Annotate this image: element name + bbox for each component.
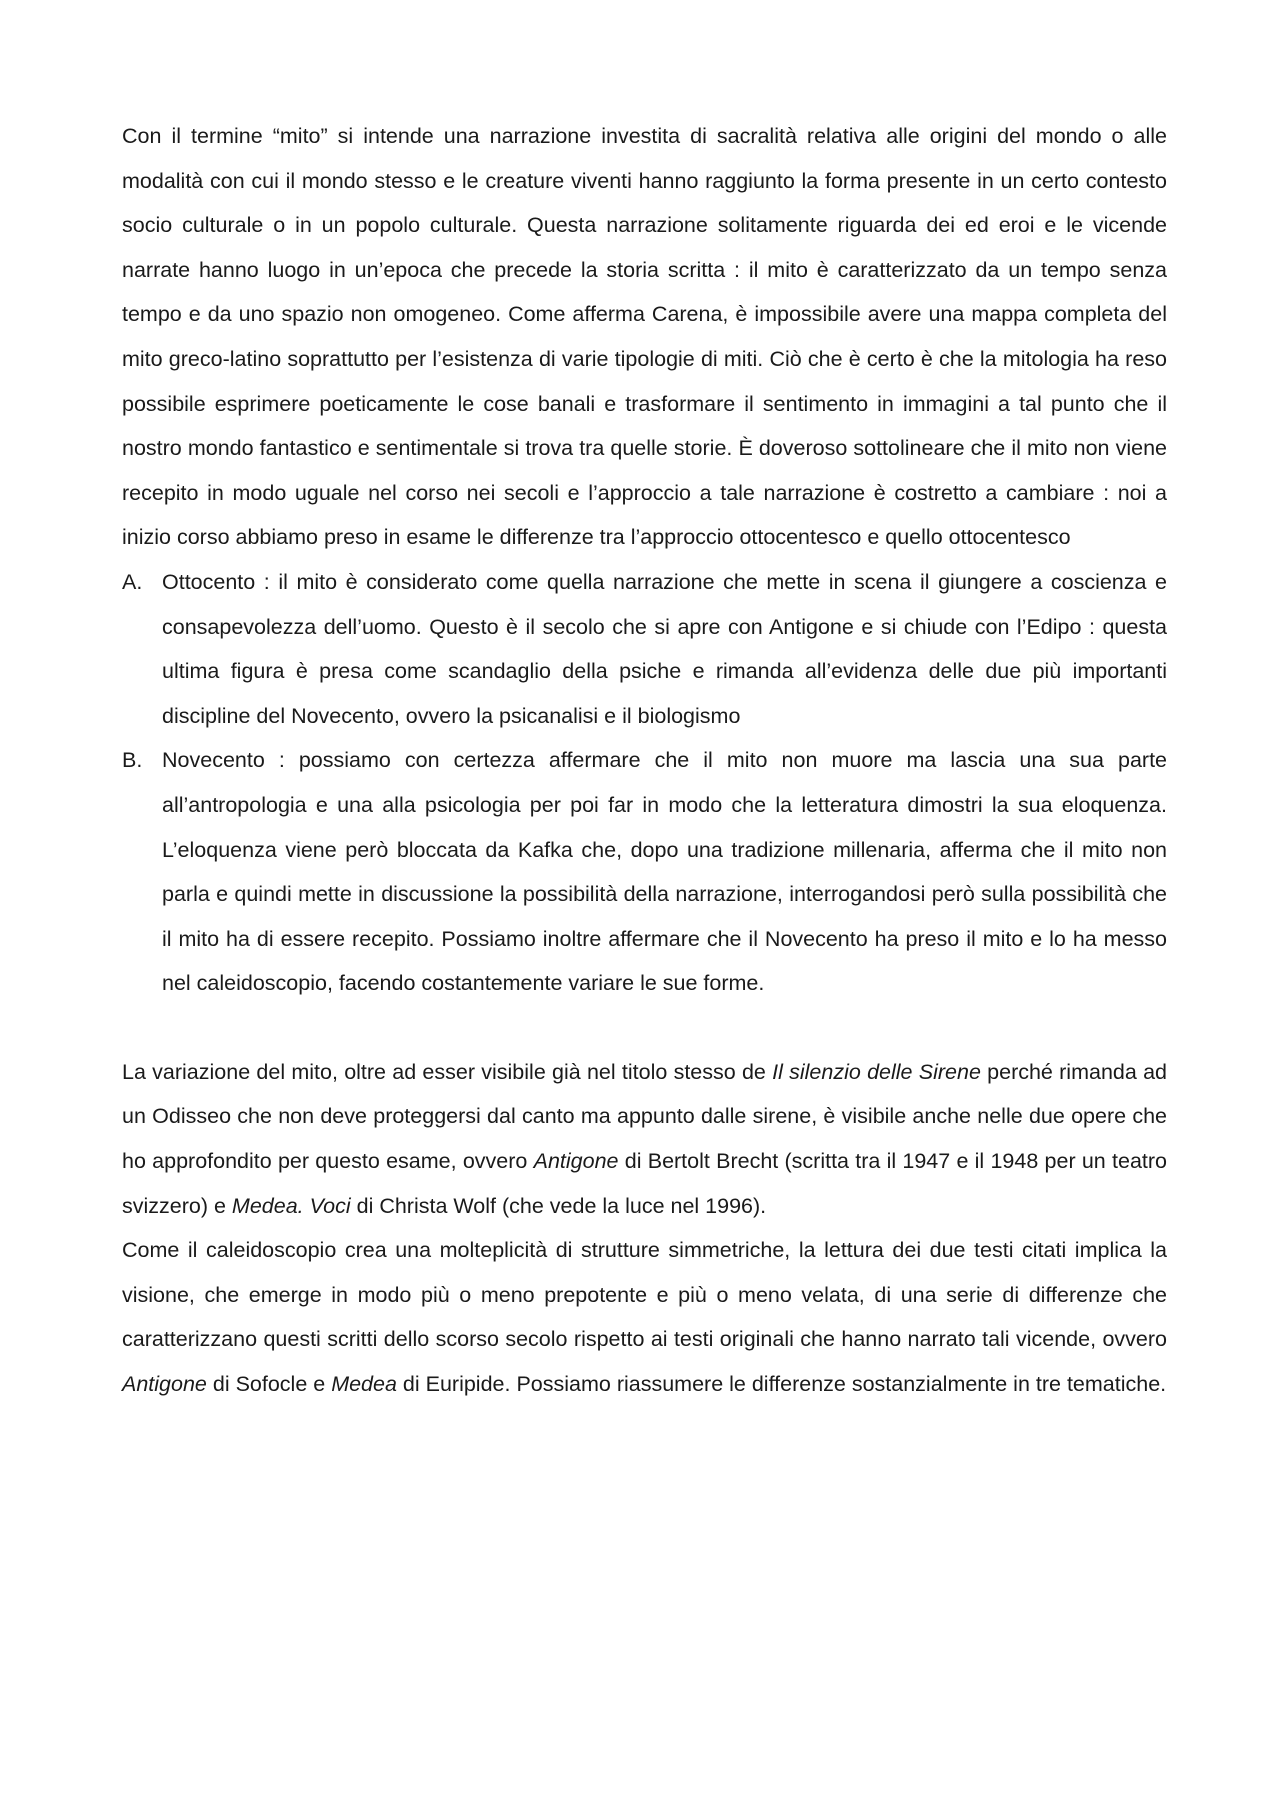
list-marker: A.	[122, 569, 143, 594]
document-page	[122, 114, 1167, 1407]
text-run: di Euripide. Possiamo riassumere le differenze sostanzialmente in tre tematiche.	[396, 1372, 1167, 1397]
title-antigone: Antigone	[122, 1372, 207, 1397]
kaleidoscope-paragraph	[122, 1228, 1167, 1406]
list-marker: B.	[122, 748, 143, 773]
list-item-novecento	[122, 738, 1167, 1006]
text-run: di Sofocle e	[206, 1372, 332, 1397]
list-item-text: Novecento : possiamo con certezza affermare che il mito non muore ma lascia una sua parte all’antropologia e una alla psicologia per poi far in modo che la letteratura dimostri la sua eloquenza. L’eloquenza viene però bloccata da Kafka che, dopo una tradizione millenaria, afferma che il mito non parla e quindi mette in discussione la possibilità della narrazione, interrogandosi però sulla possibilità che il mito ha di essere recepito. Possiamo inoltre affermare che il Novecento ha preso il mito e lo ha messo nel caleidoscopio, facendo costantemente variare le sue forme.	[162, 748, 1167, 996]
paragraph-spacer	[122, 1006, 1167, 1050]
text-run: di Bertolt Brecht (scritta tra il 1947 e il 1948 per un teatro svizzero) e	[122, 1149, 1167, 1218]
title-silenzio-sirene: Il silenzio delle Sirene	[772, 1059, 981, 1084]
century-list	[122, 560, 1167, 1006]
list-item-ottocento	[122, 560, 1167, 738]
text-run: di Christa Wolf (che vede la luce nel 1996).	[350, 1193, 767, 1218]
list-item-text: Ottocento : il mito è considerato come quella narrazione che mette in scena il giungere a coscienza e consapevolezza dell’uomo. Questo è il secolo che si apre con Antigone e si chiude con l’Edipo : questa ultima figura è presa come scandaglio della psiche e rimanda all’evidenza delle due più importanti discipline del Novecento, ovvero la psicanalisi e il biologismo	[162, 569, 1167, 728]
title-medea-voci: Medea. Voci	[231, 1193, 351, 1218]
text-run: La variazione del mito, oltre ad esser visibile già nel titolo stesso de	[122, 1059, 773, 1084]
title-antigone: Antigone	[533, 1149, 619, 1174]
title-medea: Medea	[331, 1372, 397, 1397]
variation-paragraph	[122, 1050, 1167, 1228]
intro-paragraph: Con il termine “mito” si intende una narrazione investita di sacralità relativa alle origini del mondo o alle modalità con cui il mondo stesso e le creature viventi hanno raggiunto la forma presente in un certo contesto socio culturale o in un popolo culturale. Questa narrazione solitamente riguarda dei ed eroi e le vicende narrate hanno luogo in un’epoca che precede la storia scritta : il mito è caratterizzato da un tempo senza tempo e da uno spazio non omogeneo. Come afferma Carena, è impossibile avere una mappa completa del mito greco-latino soprattutto per l’esistenza di varie tipologie di miti. Ciò che è certo è che la mitologia ha reso possibile esprimere poeticamente le cose banali e trasformare il sentimento in immagini a tal punto che il nostro mondo fantastico e sentimentale si trova tra quelle storie. È doveroso sottolineare che il mito non viene recepito in modo uguale nel corso nei secoli e l’approccio a tale narrazione è costretto a cambiare : noi a inizio corso abbiamo preso in esame le differenze tra l’approccio ottocentesco e quello ottocentesco	[122, 124, 1167, 550]
text-run: perché rimanda ad un Odisseo che non deve proteggersi dal canto ma appunto dalle sirene, è visibile anche nelle due opere che ho approfondito per questo esame, ovvero	[122, 1059, 1167, 1174]
text-run: Come il caleidoscopio crea una molteplicità di strutture simmetriche, la lettura dei due testi citati implica la visione, che emerge in modo più o meno prepotente e più o meno velata, di una serie di differenze che caratterizzano questi scritti dello scorso secolo rispetto ai testi originali che hanno narrato tali vicende, ovvero	[122, 1238, 1167, 1352]
